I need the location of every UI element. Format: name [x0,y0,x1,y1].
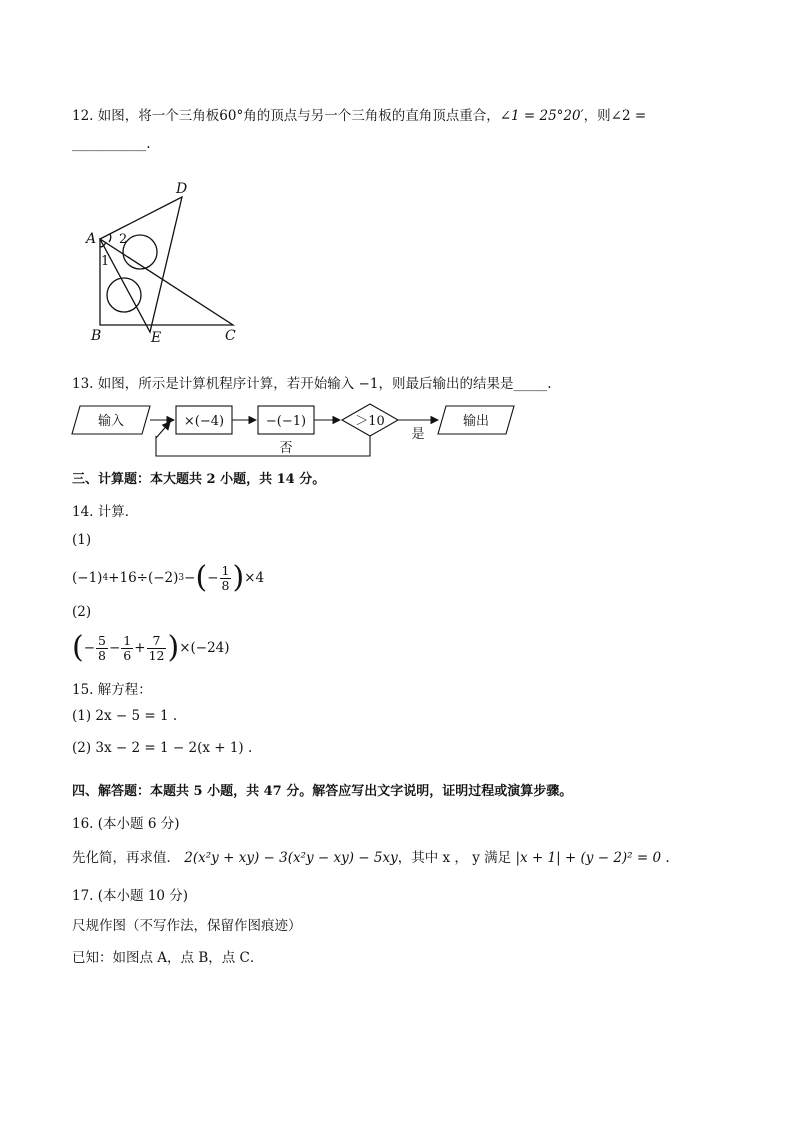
q17-line1: 尺规作图（不写作法，保留作图痕迹） [72,918,302,934]
q14-part1-expr: (−1) 4 +16÷(−2) 3 − ( − $\frac{1}{8}$ ) ×4 [72,560,265,595]
q15-part1: (1) 2x − 5 = 1 . [72,708,178,724]
label-e: E [151,330,162,346]
section4-title: 四、解答题：本题共 5 小题，共 47 分。解答应写出文字说明，证明过程或演算步骤。 [72,784,573,799]
label-c: C [225,328,236,344]
flow-yes-label: 是 [411,427,425,442]
angle2-arc [109,234,111,242]
q13-text: 13. 如图，所示是计算机程序计算，若开始输入 −1，则最后输出的结果是_____. [72,376,552,392]
q14-part2-expr: ( − $\frac{5}{8}$ − $\frac{1}{6}$ + $\frac{7}{12}$ ) ×(−24) [72,630,230,665]
q16-title: 16. (本小题 6 分) [72,816,180,832]
flow-no-label: 否 [279,441,293,456]
flow-loop-line [156,436,370,456]
fraction-5-8: $\frac{5}{8}$ [98,633,106,663]
label-angle-2: 2 [119,232,128,247]
q14-title: 14. 计算． [72,504,139,520]
label-d: D [176,181,188,197]
q14-part2-label: (2) [72,604,92,620]
q15-part2: (2) 3x − 2 = 1 − 2(x + 1) . [72,740,253,756]
flow-loop-arrow [156,422,170,438]
q12-answer-blank: ___________. [72,136,151,152]
q17-title: 17. (本小题 10 分) [72,888,189,904]
q15-title: 15. 解方程： [72,682,152,698]
q17-line2: 已知：如图点 A，点 B，点 C． [72,950,264,966]
flow-condition-label: ＞10 [355,414,385,429]
flow-multiply-label: ×(−4) [183,414,225,429]
fraction-1-6: $\frac{1}{6}$ [123,633,132,663]
circle-upper [123,235,157,269]
flow-output-label: 输出 [462,414,490,429]
section3-title: 三、计算题：本大题共 2 小题，共 14 分。 [72,472,326,487]
label-b: B [91,328,102,344]
flow-input-label: 输入 [97,414,125,429]
flow-subtract-label: −(−1) [265,414,307,429]
q12-figure [78,175,258,350]
q12-text: 12. 如图，将一个三角板60°角的顶点与另一个三角板的直角顶点重合，∠1 = 25°20′，则∠2 = [72,108,647,124]
triangle-ade [100,197,182,332]
fraction-7-12: $\frac{7}{12}$ [148,633,165,663]
fraction-1-8: $\frac{1}{8}$ [221,563,230,593]
q16-body: 先化简，再求值． 2(x²y + xy) − 3(x²y − xy) − 5xy，其中 x ， y 满足 |x + 1| + (y − 2)² = 0 . [72,850,670,866]
q14-part1-label: (1) [72,532,92,548]
label-angle-1: 1 [101,254,110,269]
label-a: A [86,231,97,247]
q13-flowchart [70,400,520,462]
